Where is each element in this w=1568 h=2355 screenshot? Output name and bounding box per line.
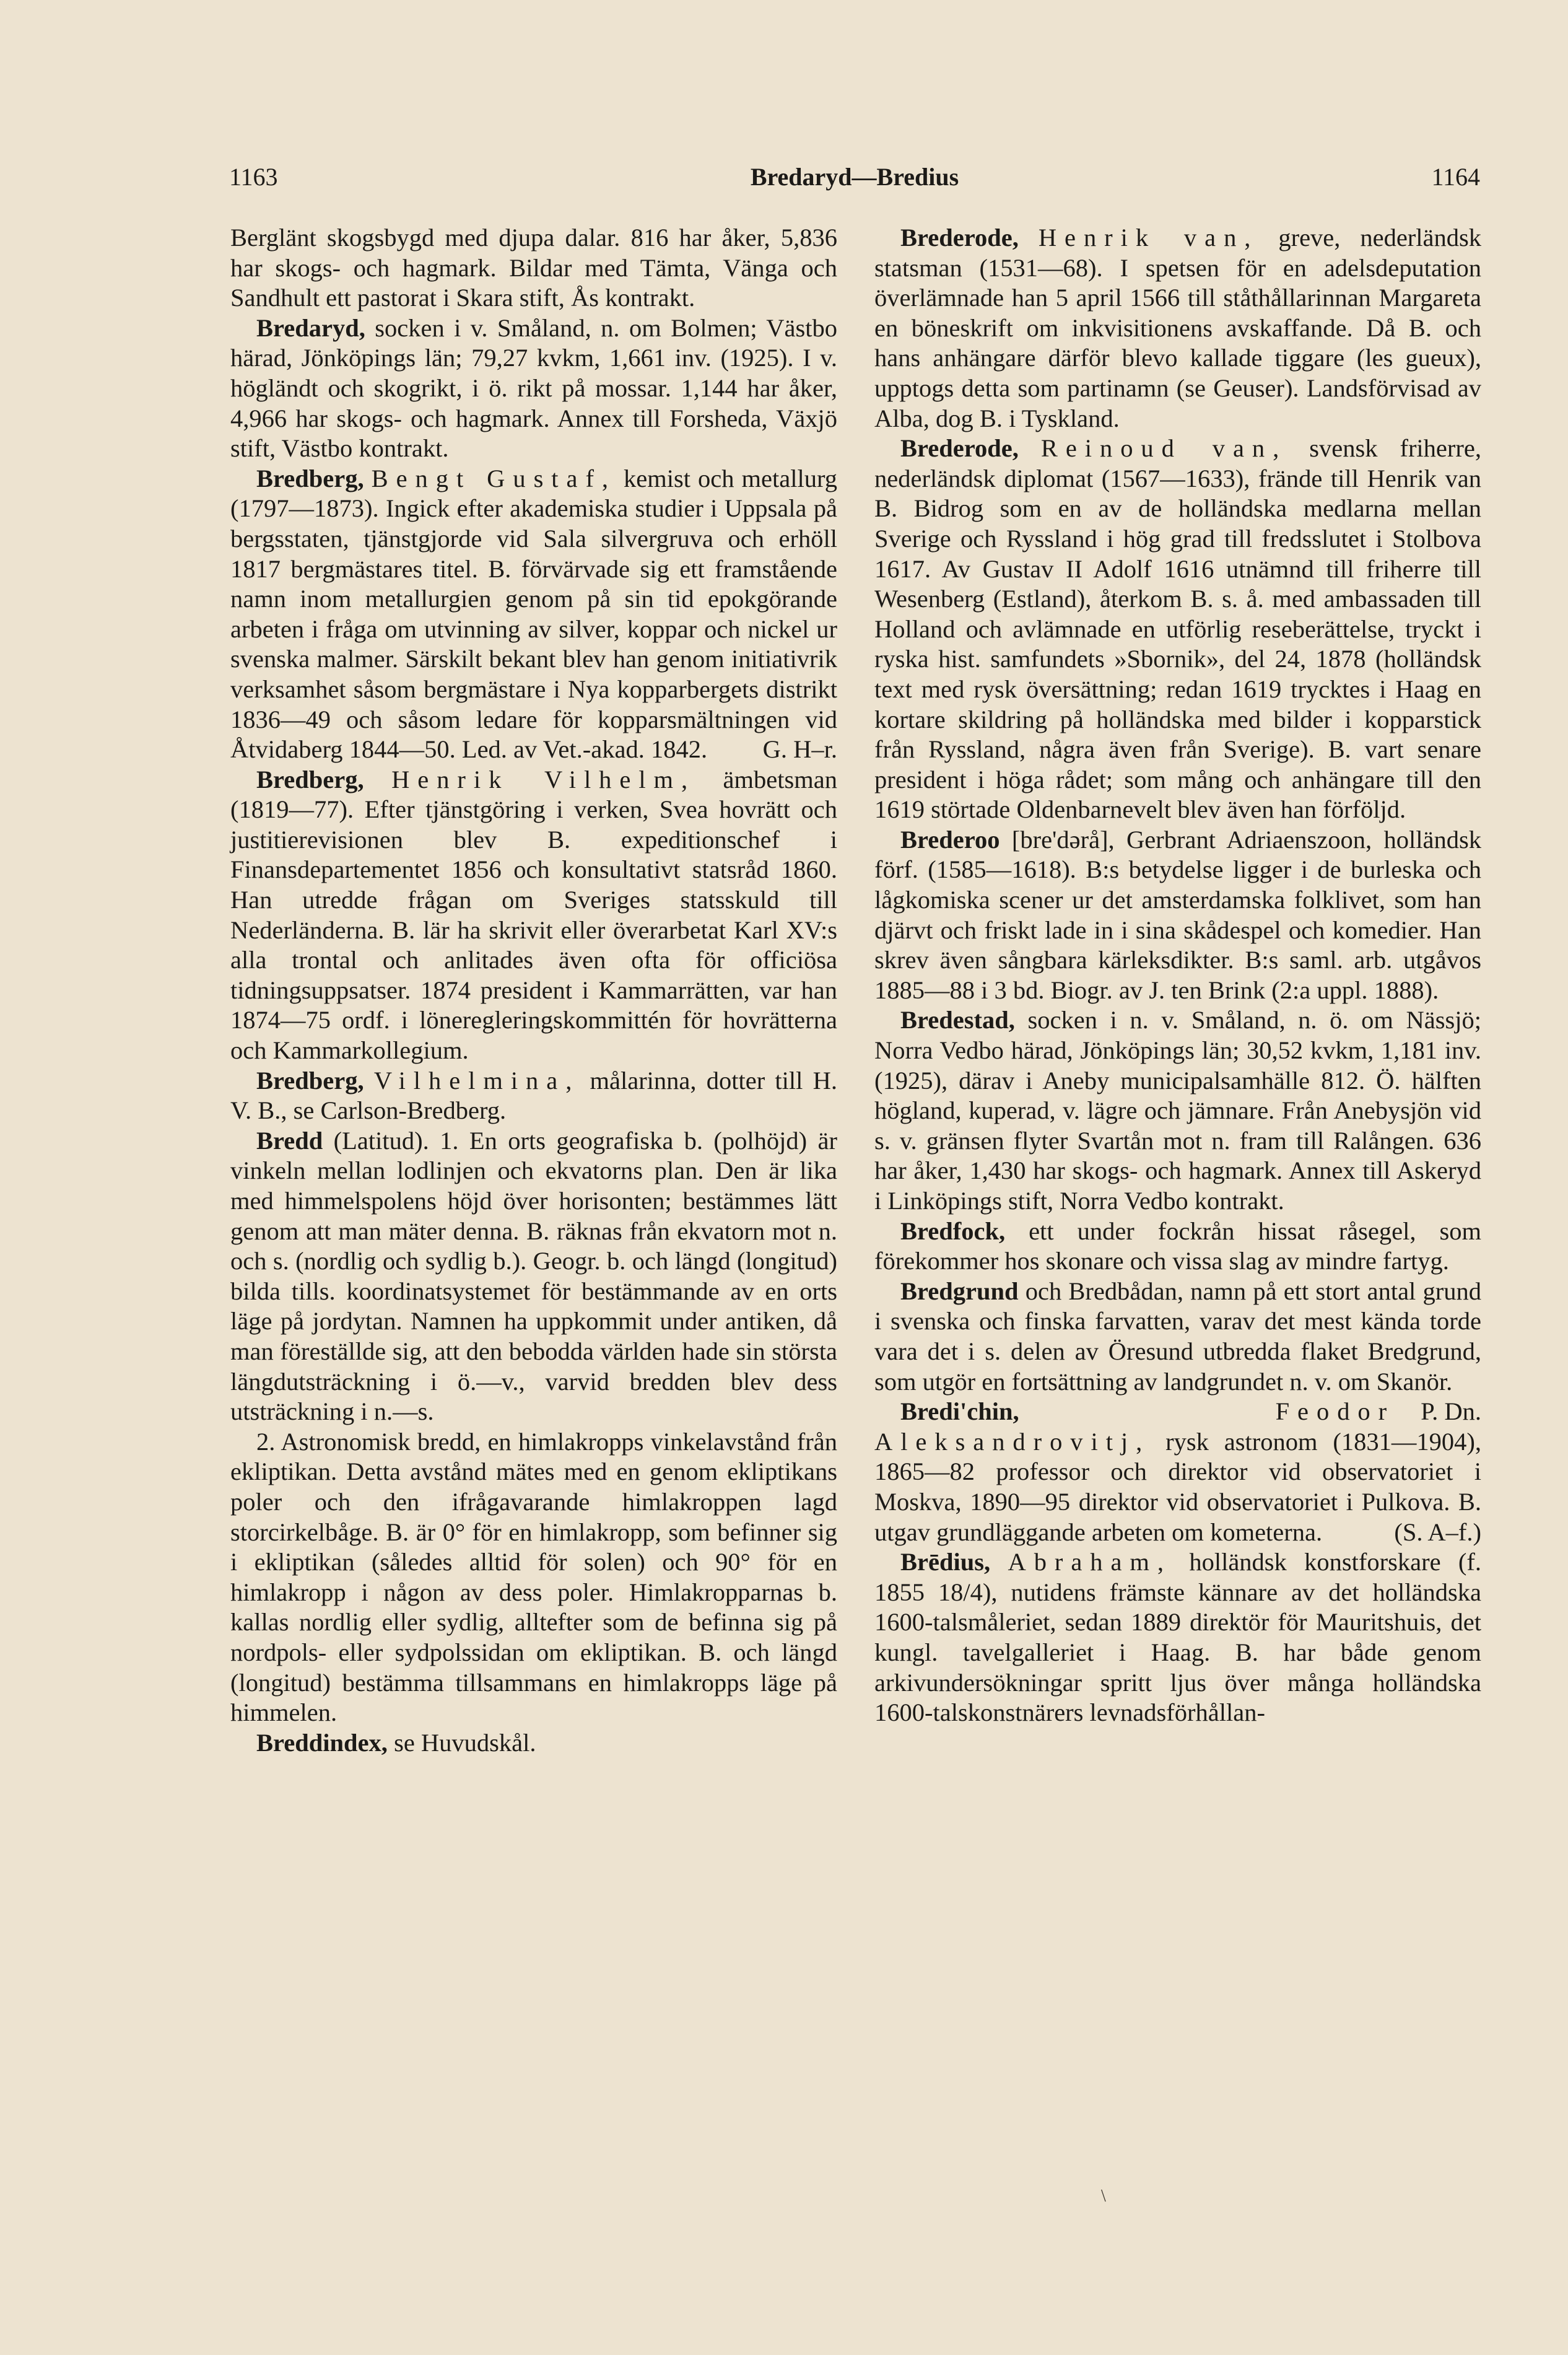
entry-text: 2. Astronomisk bredd, en himlakropps vinkelavstånd från ekliptikan. Detta avstånd mätes med en genom ekliptikans poler och den ifrågavarande himlakroppen lagd storcirkelbåge. B. är 0° för en himlakropp, som befinner sig i ekliptikan (således alltid för solen) och 90° för en himlakropp i någon av dess poler. Himlakropparnas b. kallas nordlig eller sydlig, alltefter som de befinna sig på nordpols- eller sydpolssidan om ekliptikan. B. och längd (longitud) bestämma tillsammans en himlakropps läge på himmelen. — [230, 1427, 837, 1727]
entry-paragraph — [230, 1728, 837, 1759]
entry-headword: Bredestad, — [900, 1006, 1015, 1034]
entry-name-spaced: Henrik van, — [1038, 224, 1259, 251]
entry-text: målarinna, dotter till H. V. B., se Carlson-Bredberg. — [230, 1066, 837, 1125]
entry-name-spaced: Vilhelmina, — [373, 1066, 580, 1094]
right-column — [874, 223, 1481, 1728]
entry-headword: Bredberg, — [256, 464, 364, 492]
entry-text: ett under fockrån hissat råsegel, som förekommer hos skonare och vissa slag av mindre fartyg. — [874, 1217, 1481, 1275]
entry-text: greve, nederländsk statsman (1531—68). I spetsen för en adelsdeputation överlämnade han 5 april 1566 till ståthållarinnan Margareta en böneskrift om inkvisitionens avskaffande. Då B. och hans anhängare därför blevo kallade tiggare (les gueux), upptogs detta som partinamn (se Geuser). Landsförvisad av Alba, dog B. i Tyskland. — [874, 224, 1482, 432]
running-title: Bredaryd—Bredius — [750, 163, 959, 191]
entry-headword: Bredberg, — [256, 765, 364, 793]
entry-text: [bre'dərå], Gerbrant Adriaenszoon, holländsk förf. (1585—1618). B:s betydelse ligger i de burleska och lågkomiska scener ur det amsterdamska folklivet, som han djärvt och friskt lade in i sina skådespel och komedier. Han skrev även sångbara kärleksdikter. B:s saml. arb. utgåvos 1885—88 i 3 bd. Biogr. av J. ten Brink (2:a uppl. 1888). — [874, 825, 1481, 1004]
entry-text: rysk astronom (1831—1904), 1865—82 professor och direktor vid observatoriet i Moskva, 1890—95 direktor vid observatoriet i Pulkova. B. utgav grundläggande arbeten om kometerna. — [874, 1427, 1481, 1546]
entry-paragraph — [230, 223, 837, 313]
entry-name-spaced: Henrik Vilhelm, — [391, 765, 696, 793]
entry-signature: P. Dn. — [1421, 1397, 1481, 1426]
entry-paragraph — [874, 434, 1481, 825]
entry-headword: Brederode, — [900, 434, 1019, 463]
entry-headword: Bredgrund — [900, 1277, 1019, 1305]
entry-text: kemist och metallurg (1797—1873). Ingick efter akademiska studier i Uppsala på bergsstaten, tjänstgjorde vid Sala silvergruva och erhöll 1817 bergmästares titel. B. förvärvade sig ett framstående namn inom metallurgien genom på sin tid epokgörande arbeten i fråga om utvinning av silver, koppar och nickel ur svenska malmer. Särskilt bekant blev han genom initiativrik verksamhet såsom bergmästare i Nya kopparbergets distrikt 1836—49 och såsom ledare för kopparsmältningen vid Åtvidaberg 1844—50. Led. av Vet.-akad. 1842. — [230, 464, 838, 764]
entry-name-spaced: Feodor Aleksandrovitj, — [874, 1397, 1395, 1456]
entry-text: svensk friherre, nederländsk diplomat (1567—1633), frände till Henrik van B. Bidrog som en av de holländska medlarna mellan Sverige och Ryssland i hög grad till fredsslutet i Stolbova 1617. Av Gustav II Adolf 1616 utnämnd till friherre till Wesenberg (Estland), återkom B. s. å. med ambassaden till Holland och avlämnade en utförlig reseberättelse, tryckt i ryska hist. samfundets »Sbornik», del 24, 1878 (holländsk text med rysk översättning; redan 1619 trycktes i Haag en kortare skildring på holländska med bilder i kopparstick från Ryssland, några även från Sverige). B. vart senare president i höga rådet; som mång och anhängare till den 1619 störtade Oldenbarnevelt blev även han förföljd. — [874, 434, 1481, 824]
entry-text: socken i n. v. Småland, n. ö. om Nässjö; Norra Vedbo härad, Jönköpings län; 30,52 kvkm, 1,181 inv. (1925), därav i Aneby municipalsamhälle 812. Ö. hälften högland, kuperad, v. lägre och jämnare. Från Anebysjön vid s. v. gränsen flyter Svartån mot n. fram till Ralången. 636 har åker, 1,430 har skogs- och hagmark. Annex till Askeryd i Linköpings stift, Norra Vedbo kontrakt. — [874, 1006, 1481, 1215]
footer-mark: \ — [1101, 2187, 1106, 2206]
entry-headword: Bredfock, — [900, 1217, 1006, 1245]
entry-headword: Bredberg, — [256, 1066, 364, 1094]
page-number-right: 1164 — [1431, 163, 1480, 191]
entry-paragraph — [230, 313, 837, 464]
entry-headword: Bredi'chin, — [900, 1397, 1019, 1426]
entry-signature: (S. A–f.) — [1394, 1518, 1481, 1546]
entry-paragraph — [874, 1397, 1481, 1547]
entry-signature: G. H–r. — [762, 735, 837, 764]
entry-headword: Brederode, — [900, 224, 1019, 251]
entry-headword: Breddindex, — [256, 1728, 388, 1757]
entry-text: socken i v. Småland, n. om Bolmen; Västbo härad, Jönköpings län; 79,27 kvkm, 1,661 inv. (1925). I v. högländt och skogrikt, i ö. rikt på mossar. 1,144 har åker, 4,966 har skogs- och hagmark. Annex till Forsheda, Växjö stift, Västbo kontrakt. — [230, 313, 837, 463]
entry-headword: Brēdius, — [900, 1548, 991, 1576]
entry-paragraph — [874, 1217, 1481, 1277]
entry-headword: Bredaryd, — [256, 313, 365, 342]
entry-text: ämbetsman (1819—77). Efter tjänstgöring i verken, Svea hovrätt och justitierevisionen blev B. expeditionschef i Finansdepartementet 1856 och konsultativt statsråd 1860. Han utredde frågan om Sveriges statsskuld till Nederländerna. B. lär ha skrivit eller överarbetat Karl XV:s alla trontal och anlitades även ofta för officiösa tidningsuppsatser. 1874 president i Kammarrätten, var han 1874—75 ordf. i löneregleringskommittén för hovrätterna och Kammarkollegium. — [230, 765, 837, 1065]
entry-text: se Huvudskål. — [387, 1728, 536, 1757]
entry-name-spaced: Bengt Gustaf, — [371, 464, 616, 492]
entry-paragraph — [230, 765, 837, 1066]
entry-paragraph — [230, 464, 837, 765]
entry-name-spaced: Abraham, — [1008, 1548, 1172, 1576]
entry-paragraph — [230, 1427, 837, 1728]
entry-paragraph — [874, 223, 1481, 434]
entry-paragraph — [874, 1547, 1481, 1728]
entry-paragraph — [874, 1005, 1481, 1216]
entry-headword: Brederoo — [900, 825, 1000, 854]
entry-paragraph — [874, 825, 1481, 1006]
entry-text: Berglänt skogsbygd med djupa dalar. 816 har åker, 5,836 har skogs- och hagmark. Bildar med Tämta, Vänga och Sandhult ett pastorat i Skara stift, Ås kontrakt. — [230, 224, 837, 312]
entry-text: (Latitud). 1. En orts geografiska b. (polhöjd) är vinkeln mellan lodlinjen och ekvatorns plan. Den är lika med himmelspolens höjd över horisonten; bestämmes lätt genom att man mäter denna. B. räknas från ekvatorn mot n. och s. (nordlig och sydlig b.). Geogr. b. och längd (longitud) bilda tills. koordinatsystemet för bestämmande av en orts läge på jordytan. Namnen ha uppkommit under antiken, då man föreställde sig, att den bebodda världen hade sin största längdutsträckning i ö.—v., varvid bredden blev dess utsträckning i n.—s. — [230, 1126, 837, 1426]
page-number-left: 1163 — [229, 163, 278, 191]
entry-text: holländsk konstforskare (f. 1855 18/4), nutidens främste kännare av det holländska 1600-talsmåleriet, sedan 1889 direktör för Mauritshuis, det kungl. tavelgalleriet i Haag. B. har både genom arkivundersökningar spritt ljus över många holländska 1600-talskonstnärers levnadsförhållan- — [874, 1548, 1481, 1727]
entry-paragraph — [230, 1126, 837, 1427]
entry-name-spaced: Reinoud van, — [1040, 434, 1287, 463]
left-column — [230, 223, 837, 1758]
page-header — [229, 162, 1480, 199]
entry-text: och Bredbådan, namn på ett stort antal grund i svenska och finska farvatten, varav det mest kända torde vara det i s. delen av Öresund utbredda flaket Bredgrund, som utgör en fortsättning av landgrundet n. v. om Skanör. — [874, 1277, 1481, 1396]
entry-headword: Bredd — [256, 1126, 323, 1155]
entry-paragraph — [230, 1066, 837, 1126]
